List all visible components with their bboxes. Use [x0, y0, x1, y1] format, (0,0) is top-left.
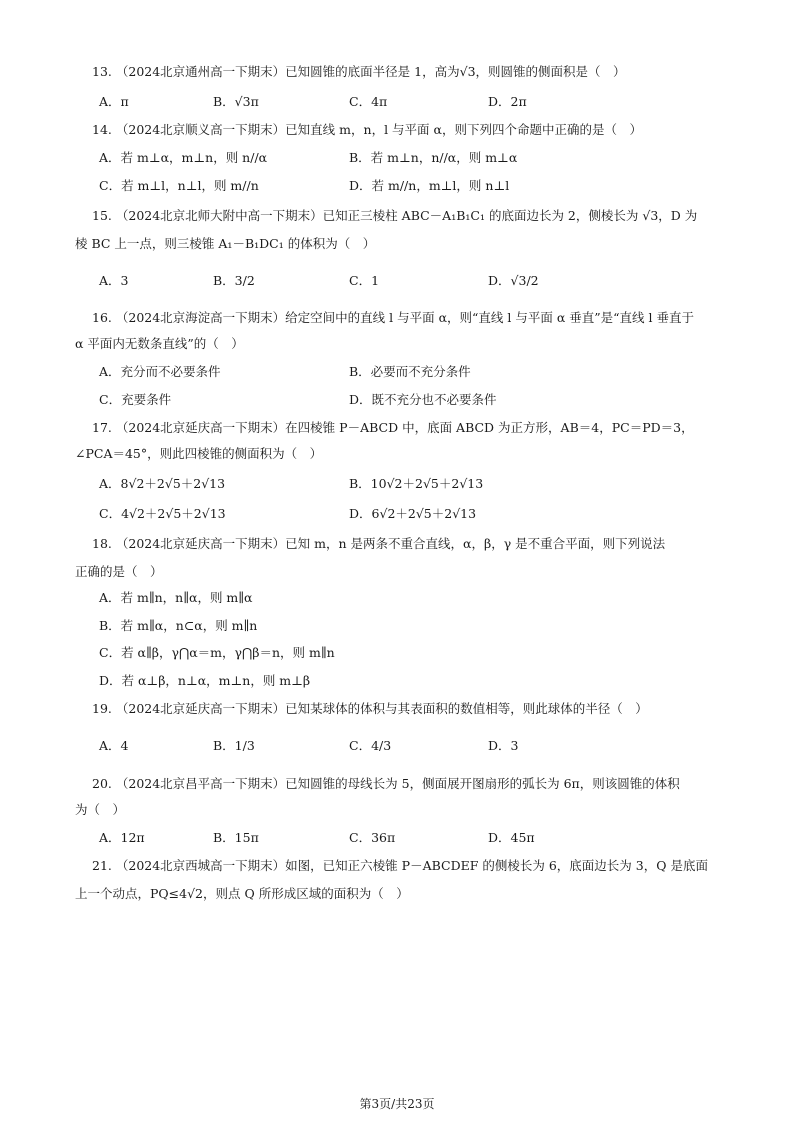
question-21-stem-line-2: 上一个动点，PQ≤4√2，则点 Q 所形成区域的面积为（ ） [75, 886, 409, 901]
question-14-stem: 14. （2024北京顺义高一下期末）已知直线 m，n，l 与平面 α，则下列四个命题中正确的是（ ） [92, 122, 642, 137]
question-13-option-a: A．π [99, 94, 129, 109]
question-15-option-d: D．√3/2 [488, 273, 539, 288]
question-17-option-c: C．4√2＋2√5＋2√13 [99, 506, 226, 521]
question-15-option-a: A．3 [99, 273, 129, 288]
question-21-stem-line-1: 21. （2024北京西城高一下期末）如图，已知正六棱锥 P－ABCDEF 的侧棱长为 6，底面边长为 3，Q 是底面 [92, 858, 708, 873]
question-16-option-a: A．充分而不必要条件 [99, 364, 221, 379]
question-18-option-a: A．若 m∥n，n∥α，则 m∥α [99, 590, 253, 605]
question-15-option-c: C．1 [349, 273, 380, 288]
question-19-option-b: B．1/3 [213, 738, 255, 753]
question-18-stem-line-2: 正确的是（ ） [75, 564, 163, 579]
question-17-stem-line-1: 17. （2024北京延庆高一下期末）在四棱锥 P－ABCD 中，底面 ABCD 为正方形，AB＝4，PC＝PD＝3， [92, 420, 694, 435]
question-18-stem-line-1: 18. （2024北京延庆高一下期末）已知 m，n 是两条不重合直线，α，β，γ 是不重合平面，则下列说法 [92, 536, 666, 551]
question-14-option-d: D．若 m//n，m⊥l，则 n⊥l [349, 178, 510, 193]
question-13-option-d: D．2π [488, 94, 527, 109]
question-15-stem-line-1: 15. （2024北京北师大附中高一下期末）已知正三棱柱 ABC－A₁B₁C₁ 的底面边长为 2，侧棱长为 √3，D 为 [92, 208, 698, 223]
question-16-stem-line-1: 16. （2024北京海淀高一下期末）给定空间中的直线 l 与平面 α，则“直线 l 与平面 α 垂直”是“直线 l 垂直于 [92, 310, 694, 325]
question-18-option-c: C．若 α∥β，γ⋂α＝m，γ⋂β＝n，则 m∥n [99, 645, 335, 660]
question-20-option-c: C．36π [349, 830, 396, 845]
question-17-option-d: D．6√2＋2√5＋2√13 [349, 506, 477, 521]
question-14-option-b: B．若 m⊥n，n//α，则 m⊥α [349, 150, 518, 165]
question-16-option-c: C．充要条件 [99, 392, 172, 407]
question-20-stem-line-2: 为（ ） [75, 802, 126, 817]
question-17-option-b: B．10√2＋2√5＋2√13 [349, 476, 484, 491]
question-20-option-a: A．12π [99, 830, 145, 845]
question-16-option-b: B．必要而不充分条件 [349, 364, 471, 379]
question-13-stem: 13. （2024北京通州高一下期末）已知圆锥的底面半径是 1，高为√3，则圆锥的侧面积是（ ） [92, 64, 626, 79]
question-15-stem-line-2: 棱 BC 上一点，则三棱锥 A₁－B₁DC₁ 的体积为（ ） [75, 236, 376, 251]
question-20-option-b: B．15π [213, 830, 259, 845]
question-18-option-b: B．若 m∥α，n⊂α，则 m∥n [99, 618, 258, 633]
question-14-option-a: A．若 m⊥α，m⊥n，则 n//α [99, 150, 268, 165]
question-16-option-d: D．既不充分也不必要条件 [349, 392, 497, 407]
question-17-option-a: A．8√2＋2√5＋2√13 [99, 476, 226, 491]
question-14-option-c: C．若 m⊥l，n⊥l，则 m//n [99, 178, 259, 193]
question-13-option-c: C．4π [349, 94, 388, 109]
question-19-option-c: C．4/3 [349, 738, 392, 753]
question-15-option-b: B．3/2 [213, 273, 255, 288]
question-17-stem-line-2: ∠PCA＝45°，则此四棱锥的侧面积为（ ） [75, 446, 323, 461]
question-13-option-b: B．√3π [213, 94, 259, 109]
question-20-stem-line-1: 20. （2024北京昌平高一下期末）已知圆锥的母线长为 5，侧面展开图扇形的弧长为 6π，则该圆锥的体积 [92, 776, 680, 791]
question-19-option-d: D．3 [488, 738, 519, 753]
question-19-option-a: A．4 [99, 738, 129, 753]
question-20-option-d: D．45π [488, 830, 535, 845]
page-number-footer: 第3页/共23页 [359, 1097, 435, 1111]
question-18-option-d: D．若 α⊥β，n⊥α，m⊥n，则 m⊥β [99, 673, 311, 688]
question-16-stem-line-2: α 平面内无数条直线”的（ ） [75, 336, 244, 351]
question-19-stem: 19. （2024北京延庆高一下期末）已知某球体的体积与其表面积的数值相等，则此球体的半径（ ） [92, 701, 648, 716]
